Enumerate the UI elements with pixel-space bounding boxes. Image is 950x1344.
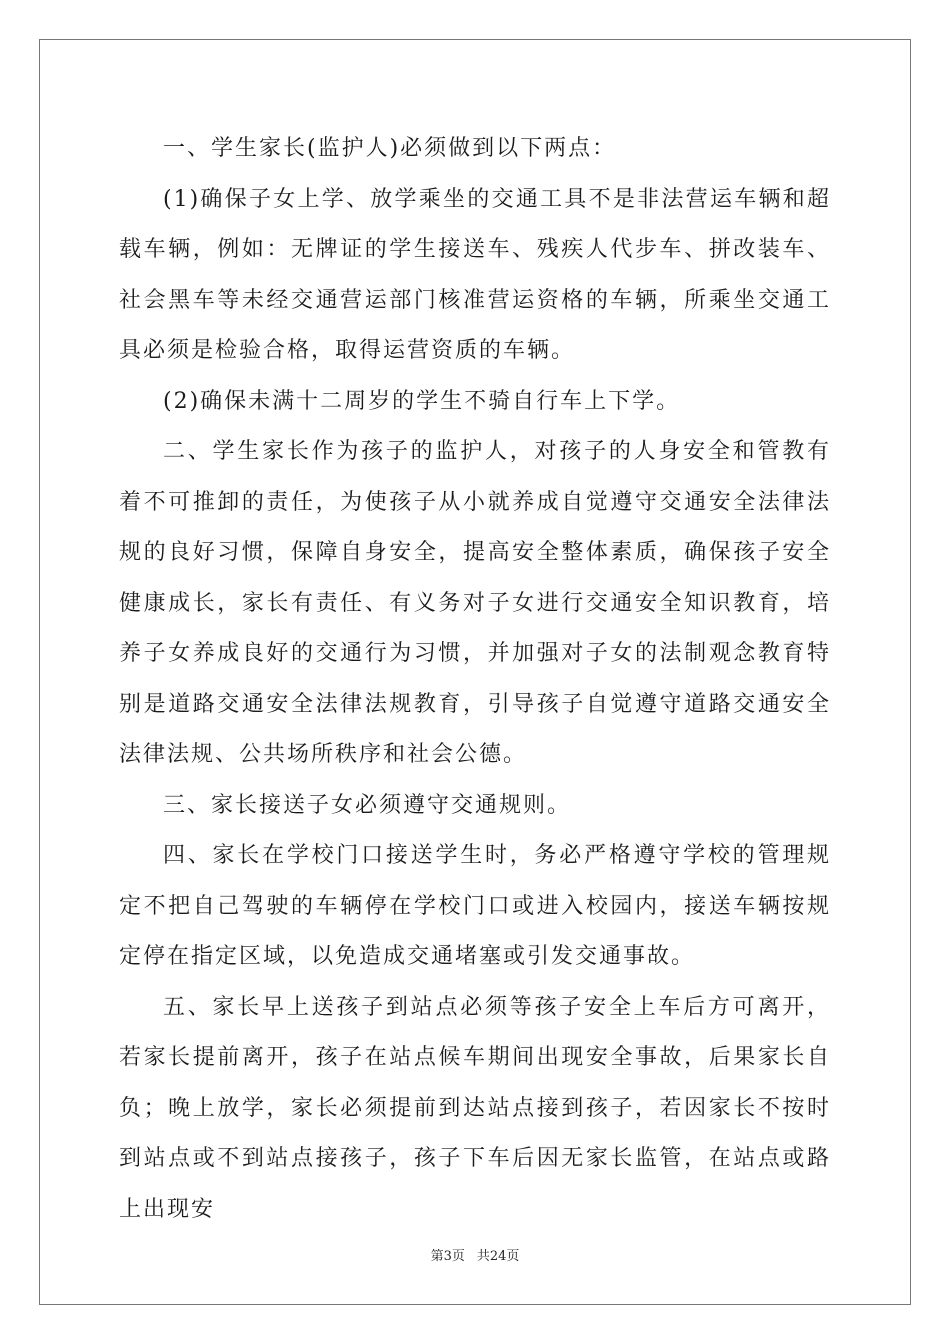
paragraph-section-3: 三、家长接送子女必须遵守交通规则。 — [163, 792, 572, 818]
paragraph-item-2: (2)确保未满十二周岁的学生不骑自行车上下学。 — [163, 388, 681, 414]
page-number: 第3页 — [430, 1249, 465, 1264]
paragraph-item-1: (1)确保子女上学、放学乘坐的交通工具不是非法营运车辆和超载车辆，例如：无牌证的学生接送车、残疾人代步车、拼改装车、社会黑车等未经交通营运部门核准营运资格的车辆，所乘坐交通工具必须是检验合格，取得运营资质的车辆。 — [119, 186, 831, 363]
paragraph-section-5: 五、家长早上送孩子到站点必须等孩子安全上车后方可离开，若家长提前离开，孩子在站点候车期间出现安全事故，后果家长自负；晚上放学，家长必须提前到达站点接到孩子，若因家长不按时到站点或不到站点接孩子，孩子下车后因无家长监管，在站点或路上出现安 — [119, 994, 831, 1222]
paragraph-section-4: 四、家长在学校门口接送学生时，务必严格遵守学校的管理规定不把自己驾驶的车辆停在学校门口或进入校园内，接送车辆按规定停在指定区域，以免造成交通堵塞或引发交通事故。 — [119, 843, 831, 969]
page-footer — [0, 1245, 950, 1264]
document-body — [119, 124, 831, 1235]
page-total: 共24页 — [476, 1249, 520, 1264]
paragraph-section-1-heading: 一、学生家长(监护人)必须做到以下两点： — [163, 136, 617, 161]
paragraph-section-2: 二、学生家长作为孩子的监护人，对孩子的人身安全和管教有着不可推卸的责任，为使孩子从小就养成自觉遵守交通安全法律法规的良好习惯，保障自身安全，提高安全整体素质，确保孩子安全健康成长，家长有责任、有义务对子女进行交通安全知识教育，培养子女养成良好的交通行为习惯，并加强对子女的法制观念教育特别是道路交通安全法律法规教育，引导孩子自觉遵守道路交通安全法律法规、公共场所秩序和社会公德。 — [119, 439, 831, 767]
